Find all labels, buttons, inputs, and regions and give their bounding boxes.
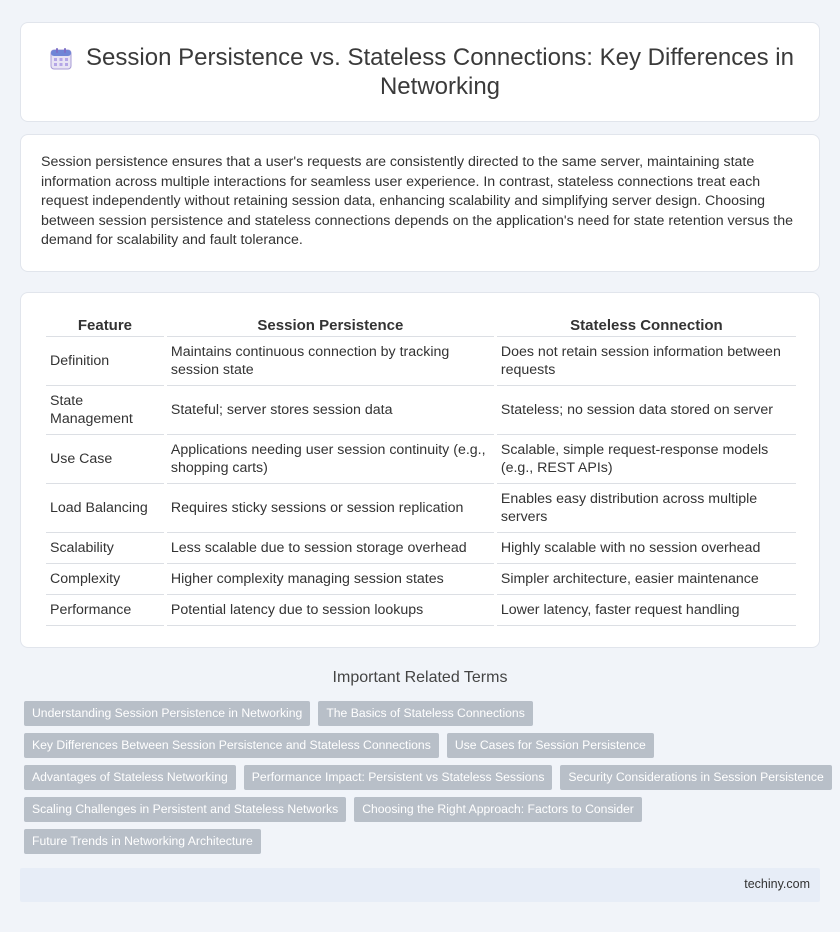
row-feature: Performance — [46, 595, 164, 626]
related-term-tag[interactable]: Use Cases for Session Persistence — [447, 733, 654, 758]
comparison-table-card — [20, 292, 820, 648]
table-row — [46, 564, 796, 595]
row-session-value: Potential latency due to session lookups — [167, 595, 494, 626]
row-feature: Use Case — [46, 435, 164, 484]
row-feature: Load Balancing — [46, 484, 164, 533]
page-title: Session Persistence vs. Stateless Connections: Key Differences in Networking — [86, 44, 794, 100]
row-feature: Definition — [46, 337, 164, 386]
row-stateless-value: Scalable, simple request-response models (e.g., REST APIs) — [497, 435, 796, 484]
related-term-tag[interactable]: Choosing the Right Approach: Factors to Consider — [354, 797, 642, 822]
header-feature: Feature — [46, 315, 164, 337]
related-term-tag[interactable]: Advantages of Stateless Networking — [24, 765, 236, 790]
row-stateless-value: Highly scalable with no session overhead — [497, 533, 796, 564]
related-term-tag[interactable]: Key Differences Between Session Persistence and Stateless Connections — [24, 733, 439, 758]
table-row — [46, 337, 796, 386]
intro-card — [20, 134, 820, 272]
table-header-row — [46, 315, 796, 337]
row-session-value: Requires sticky sessions or session replication — [167, 484, 494, 533]
footer — [20, 868, 820, 902]
row-feature: Scalability — [46, 533, 164, 564]
title-card — [20, 22, 820, 122]
row-stateless-value: Stateless; no session data stored on server — [497, 386, 796, 435]
row-stateless-value: Lower latency, faster request handling — [497, 595, 796, 626]
row-session-value: Higher complexity managing session states — [167, 564, 494, 595]
header-session-persistence: Session Persistence — [167, 315, 494, 337]
intro-paragraph: Session persistence ensures that a user's requests are consistently directed to the same server, maintaining state information across multiple interactions for seamless user experience. In contrast, stateless connections treat each request independently without retaining session data, enhancing scalability and simplifying server design. Choosing between session persistence and stateless connections depends on the application's need for state retention versus the demand for scalability and fault tolerance. — [41, 154, 793, 248]
related-terms-list — [20, 701, 824, 861]
related-term-tag[interactable]: Security Considerations in Session Persistence — [560, 765, 831, 790]
row-session-value: Applications needing user session continuity (e.g., shopping carts) — [167, 435, 494, 484]
footer-site-link[interactable]: techiny.com — [744, 877, 810, 891]
table-row — [46, 386, 796, 435]
row-stateless-value: Does not retain session information between requests — [497, 337, 796, 386]
row-feature: State Management — [46, 386, 164, 435]
row-session-value: Less scalable due to session storage overhead — [167, 533, 494, 564]
related-term-tag[interactable]: Scaling Challenges in Persistent and Stateless Networks — [24, 797, 346, 822]
row-stateless-value: Enables easy distribution across multiple servers — [497, 484, 796, 533]
header-stateless-connection: Stateless Connection — [497, 315, 796, 337]
table-row — [46, 533, 796, 564]
related-term-tag[interactable]: Performance Impact: Persistent vs Stateless Sessions — [244, 765, 553, 790]
comparison-table — [43, 315, 799, 626]
related-terms-heading: Important Related Terms — [332, 669, 508, 686]
row-stateless-value: Simpler architecture, easier maintenance — [497, 564, 796, 595]
related-term-tag[interactable]: The Basics of Stateless Connections — [318, 701, 533, 726]
table-row — [46, 435, 796, 484]
table-row — [46, 484, 796, 533]
row-session-value: Maintains continuous connection by tracking session state — [167, 337, 494, 386]
row-feature: Complexity — [46, 564, 164, 595]
related-term-tag[interactable]: Future Trends in Networking Architecture — [24, 829, 261, 854]
table-row — [46, 595, 796, 626]
related-term-tag[interactable]: Understanding Session Persistence in Networking — [24, 701, 310, 726]
row-session-value: Stateful; server stores session data — [167, 386, 494, 435]
